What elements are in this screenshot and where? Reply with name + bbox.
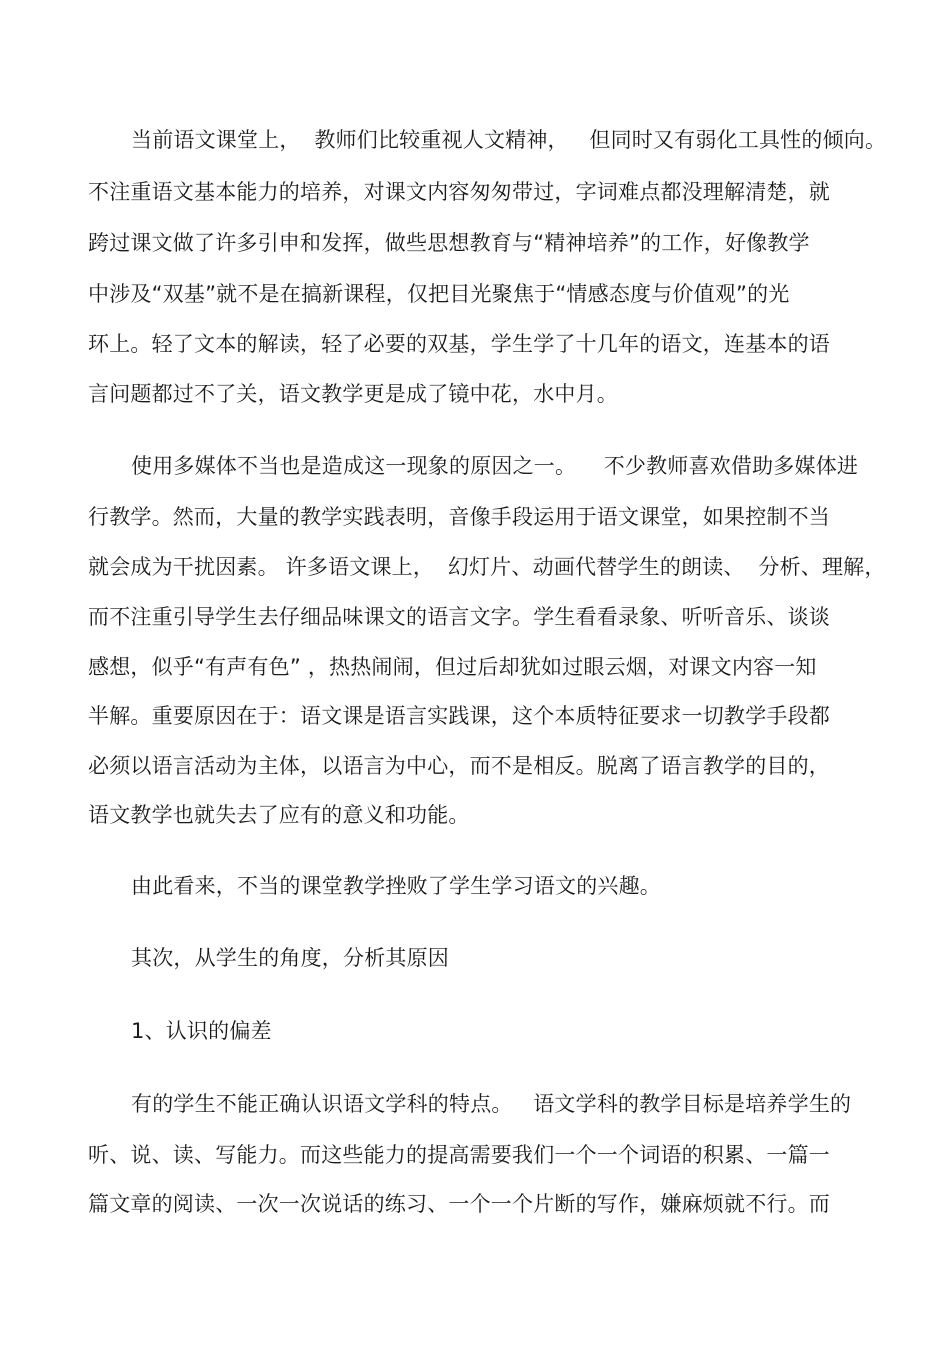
paragraph-2-line-1: 使用多媒体不当也是造成这一现象的原因之一。 不少教师喜欢借助多媒体进: [131, 454, 859, 478]
paragraph-1-line-6: 言问题都过不了关，语文教学更是成了镜中花，水中月。: [88, 382, 618, 406]
paragraph-2-line-5: 感想，似乎“有声有色” ，热热闹闹，但过后却犹如过眼云烟，对课文内容一知: [88, 655, 817, 679]
paragraph-3-line-1: 由此看来，不当的课堂教学挫败了学生学习语文的兴趣。: [131, 874, 661, 898]
paragraph-6-line-2: 听、说、读、写能力。而这些能力的提高需要我们一个一个词语的积累、一篇一: [88, 1143, 830, 1167]
paragraph-1-line-5: 环上。轻了文本的解读，轻了必要的双基，学生学了十几年的语文，连基本的语: [88, 332, 830, 356]
paragraph-5-line-1: 1、认识的偏差: [131, 1019, 272, 1043]
paragraph-2-line-7: 必须以语言活动为主体，以语言为中心，而不是相反。脱离了语言教学的目的，: [88, 754, 830, 778]
paragraph-1-line-1: 当前语文课堂上， 教师们比较重视人文精神， 但同时又有弱化工具性的倾向。: [131, 128, 887, 152]
paragraph-1-line-3: 跨过课文做了许多引申和发挥，做些思想教育与“精神培养”的工作，好像教学: [88, 231, 810, 255]
paragraph-2-line-4: 而不注重引导学生去仔细品味课文的语言文字。学生看看录象、听听音乐、谈谈: [88, 605, 830, 629]
paragraph-4-line-1: 其次，从学生的角度，分析其原因: [131, 946, 449, 970]
paragraph-2-line-6: 半解。重要原因在于：语文课是语言实践课，这个本质特征要求一切教学手段都: [88, 704, 830, 728]
paragraph-2-line-2: 行教学。然而，大量的教学实践表明，音像手段运用于语文课堂，如果控制不当: [88, 505, 830, 529]
paragraph-1-line-4: 中涉及“双基”就不是在搞新课程，仅把目光聚焦于“情感态度与价值观”的光: [88, 282, 790, 306]
paragraph-1-line-2: 不注重语文基本能力的培养，对课文内容匆匆带过，字词难点都没理解清楚，就: [88, 180, 830, 204]
paragraph-6-line-3: 篇文章的阅读、一次一次说话的练习、一个一个片断的写作，嫌麻烦就不行。而: [88, 1192, 830, 1216]
paragraph-6-line-1: 有的学生不能正确认识语文学科的特点。 语文学科的教学目标是培养学生的: [131, 1092, 852, 1116]
paragraph-2-line-8: 语文教学也就失去了应有的意义和功能。: [88, 803, 470, 827]
paragraph-2-line-3: 就会成为干扰因素。 许多语文课上， 幻灯片、动画代替学生的朗读、 分析、理解，: [88, 555, 886, 579]
